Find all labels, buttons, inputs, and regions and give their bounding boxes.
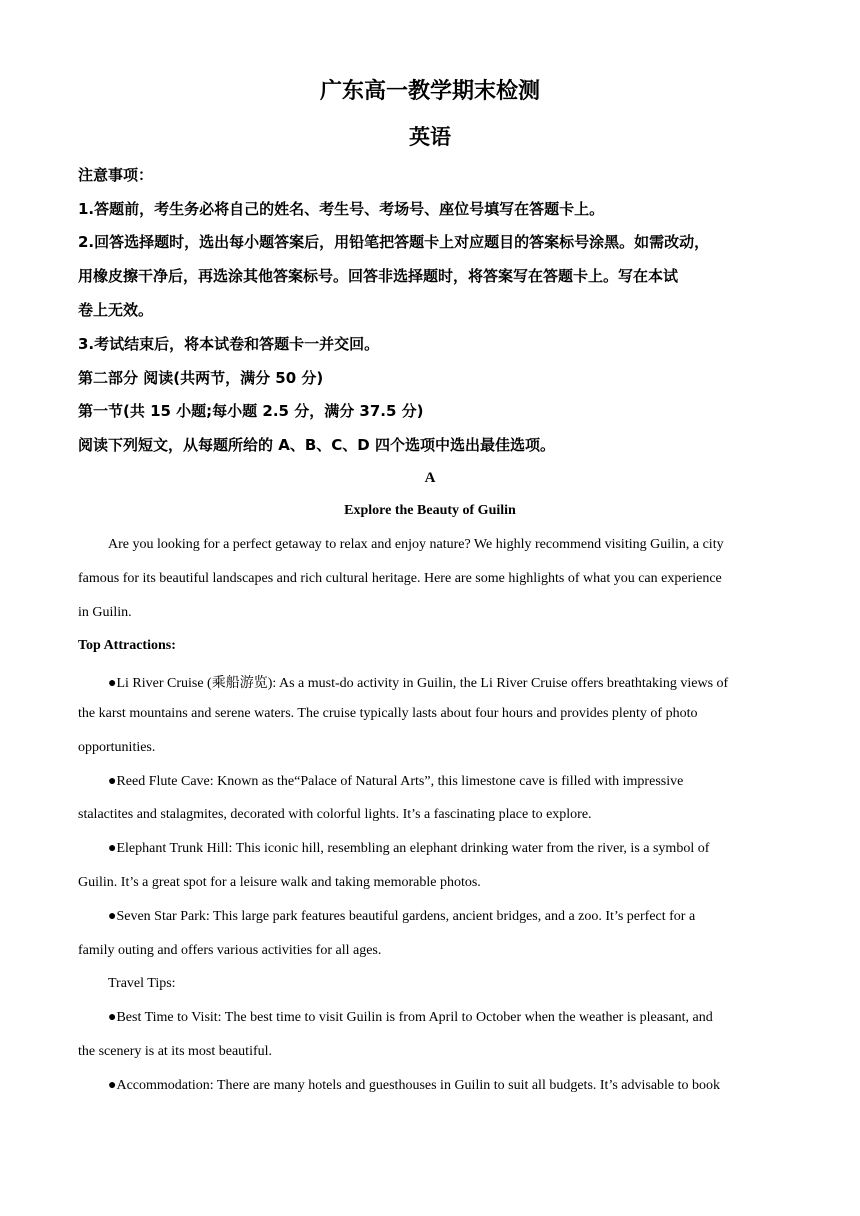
li-river-line-3: opportunities. [78, 740, 156, 755]
passage-title: Explore the Beauty of Guilin [344, 503, 516, 518]
notice-item-2-line-1: 2.回答选择题时，选出每小题答案后，用铅笔把答题卡上对应题目的答案标号涂黑。如需改动， [78, 233, 710, 251]
li-river-line-1: ●Li River Cruise (乘船游览): As a must-do activity in Guilin, the Li River Cruise offers breathtaking views of [108, 676, 729, 691]
passage-letter: A [424, 470, 436, 486]
attractions-heading: Top Attractions: [78, 638, 176, 653]
accommodation-line-1: ●Accommodation: There are many hotels and guesthouses in Guilin to suit all budgets. It’s advisable to book [108, 1078, 721, 1093]
section-instruction: 阅读下列短文，从每题所给的 A、B、C、D 四个选项中选出最佳选项。 [78, 436, 555, 454]
exam-title: 广东高一教学期末检测 [319, 79, 540, 104]
intro-line-1: Are you looking for a perfect getaway to relax and enjoy nature? We highly recommend visiting Guilin, a city [108, 537, 724, 552]
intro-line-3: in Guilin. [78, 605, 132, 620]
elephant-trunk-line-1: ●Elephant Trunk Hill: This iconic hill, resembling an elephant drinking water from the river, is a symbol of [108, 841, 710, 856]
best-time-line-2: the scenery is at its most beautiful. [78, 1044, 273, 1059]
section-part-heading: 第二部分 阅读(共两节，满分 50 分) [78, 369, 324, 387]
notice-item-3: 3.考试结束后，将本试卷和答题卡一并交回。 [78, 335, 380, 353]
notice-item-2-line-3: 卷上无效。 [78, 301, 154, 319]
seven-star-line-1: ●Seven Star Park: This large park features beautiful gardens, ancient bridges, and a zoo. It’s perfect for a [108, 909, 696, 924]
best-time-line-1: ●Best Time to Visit: The best time to visit Guilin is from April to October when the weather is pleasant, and [108, 1010, 713, 1025]
notice-item-2-line-2: 用橡皮擦干净后，再选涂其他答案标号。回答非选择题时，将答案写在答题卡上。写在本试 [78, 267, 679, 285]
seven-star-line-2: family outing and offers various activities for all ages. [78, 943, 382, 958]
notice-heading: 注意事项： [78, 166, 154, 184]
elephant-trunk-line-2: Guilin. It’s a great spot for a leisure walk and taking memorable photos. [78, 875, 481, 890]
li-river-line-2: the karst mountains and serene waters. The cruise typically lasts about four hours and provides plenty of photo [78, 706, 698, 721]
section-subsection-heading: 第一节(共 15 小题;每小题 2.5 分，满分 37.5 分) [78, 402, 424, 420]
reed-flute-line-2: stalactites and stalagmites, decorated with colorful lights. It’s a fascinating place to explore. [78, 807, 592, 822]
reed-flute-line-1: ●Reed Flute Cave: Known as the“Palace of Natural Arts”, this limestone cave is filled with impressive [108, 774, 684, 789]
travel-tips-heading: Travel Tips: [108, 976, 176, 991]
subject-title: 英语 [409, 125, 451, 149]
intro-line-2: famous for its beautiful landscapes and rich cultural heritage. Here are some highlights of what you can experience [78, 571, 722, 586]
notice-item-1: 1.答题前，考生务必将自己的姓名、考生号、考场号、座位号填写在答题卡上。 [78, 200, 605, 218]
